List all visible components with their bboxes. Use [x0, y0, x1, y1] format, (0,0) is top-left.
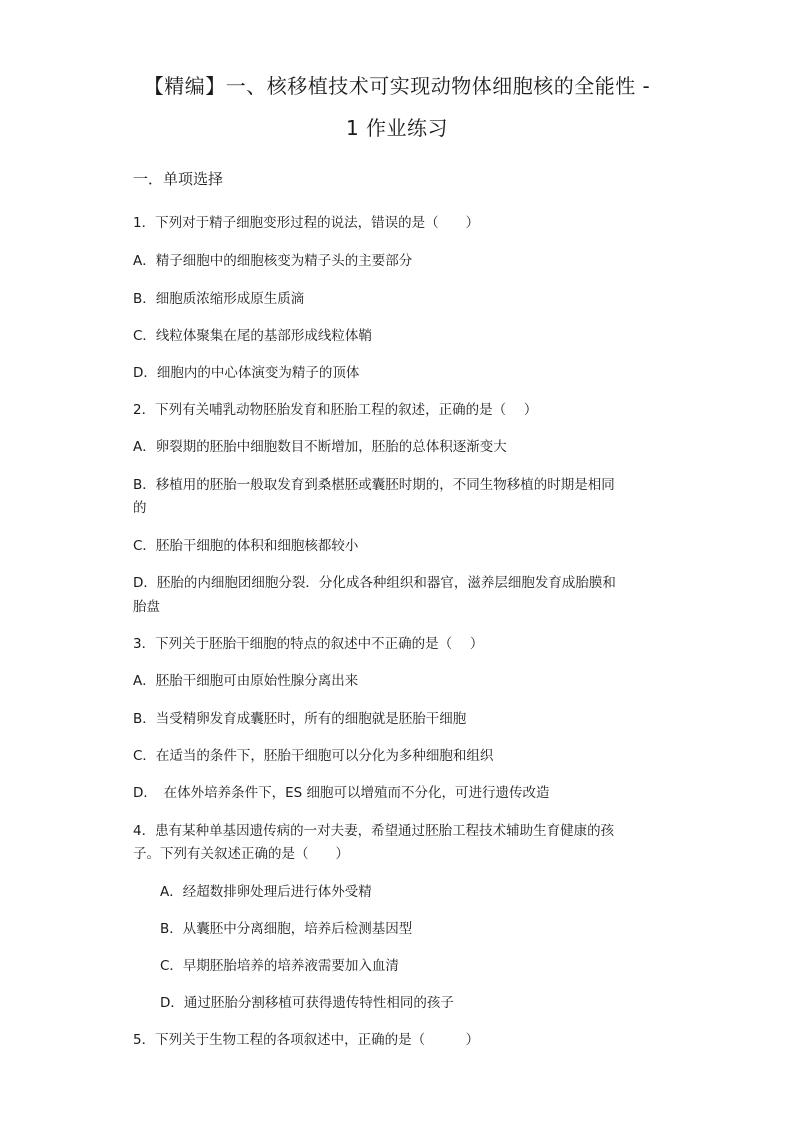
question-2-option-a: A．卵裂期的胚胎中细胞数目不断增加，胚胎的总体积逐渐变大 [133, 439, 507, 455]
question-5-stem: 5．下列关于生物工程的各项叙述中，正确的是（ ） [133, 1032, 480, 1048]
question-3-option-a: A．胚胎干细胞可由原始性腺分离出来 [133, 673, 359, 689]
question-2-option-c: C．胚胎干细胞的体积和细胞核都较小 [133, 538, 359, 554]
question-1-option-d: D．细胞内的中心体演变为精子的顶体 [133, 365, 360, 381]
question-4-stem-line-1: 4．患有某种单基因遗传病的一对夫妻，希望通过胚胎工程技术辅助生育健康的孩 [133, 823, 615, 839]
question-3-option-d: D． 在体外培养条件下，ES 细胞可以增殖而不分化，可进行遗传改造 [133, 785, 550, 801]
question-1-stem: 1．下列对于精子细胞变形过程的说法，错误的是（ ） [133, 215, 480, 231]
document-title-line-2: 1 作业练习 [345, 116, 449, 140]
question-2-option-b: B．移植用的胚胎一般取发育到桑椹胚或囊胚时期的，不同生物移植的时期是相同 [133, 477, 615, 493]
question-4-stem-line-2: 子。下列有关叙述正确的是（ ） [133, 846, 349, 862]
question-3-option-c: C．在适当的条件下，胚胎干细胞可以分化为多种细胞和组织 [133, 748, 494, 764]
question-4-option-d: D．通过胚胎分割移植可获得遗传特性相同的孩子 [160, 995, 454, 1011]
question-1-option-a: A．精子细胞中的细胞核变为精子头的主要部分 [133, 253, 413, 269]
question-4-option-a: A．经超数排卵处理后进行体外受精 [160, 884, 372, 900]
question-2-option-b-continued: 的 [133, 500, 147, 516]
question-1-option-b: B．细胞质浓缩形成原生质滴 [133, 291, 305, 307]
question-4-option-b: B．从囊胚中分离细胞，培养后检测基因型 [160, 921, 413, 937]
question-2-option-d: D．胚胎的内细胞团细胞分裂．分化成各种组织和器官，滋养层细胞发育成胎膜和 [133, 575, 616, 591]
question-1-option-c: C．线粒体聚集在尾的基部形成线粒体鞘 [133, 328, 372, 344]
section-heading: 一．单项选择 [133, 170, 224, 188]
question-3-stem: 3．下列关于胚胎干细胞的特点的叙述中不正确的是（ ） [133, 636, 484, 652]
question-2-stem: 2．下列有关哺乳动物胚胎发育和胚胎工程的叙述，正确的是（ ） [133, 402, 538, 418]
question-4-option-c: C．早期胚胎培养的培养液需要加入血清 [160, 958, 399, 974]
question-3-option-b: B．当受精卵发育成囊胚时，所有的细胞就是胚胎干细胞 [133, 711, 467, 727]
question-2-option-d-continued: 胎盘 [133, 599, 160, 615]
document-title-line-1: 【精编】一、核移植技术可实现动物体细胞核的全能性 - [143, 74, 651, 98]
